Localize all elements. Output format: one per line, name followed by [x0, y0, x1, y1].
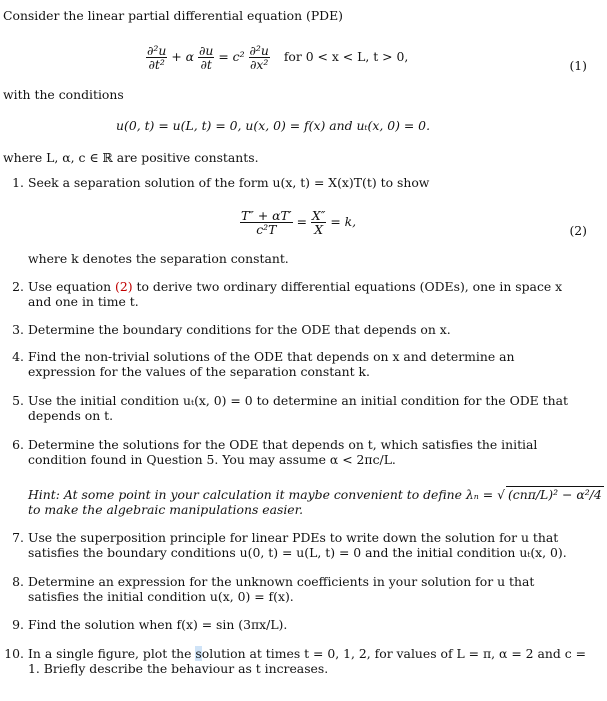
hint-suffix: to make the algebraic manipulations easier.: [28, 502, 304, 517]
question-number: 1.: [12, 175, 24, 190]
plus-alpha: + α: [171, 49, 195, 64]
question-6: [4, 437, 586, 467]
fraction-d2u-dx2: $\frac{\text{∂²u}}{\text{∂x²}}$: [249, 43, 269, 72]
text-selection-highlight[interactable]: s: [195, 646, 202, 661]
question-5: [4, 393, 586, 423]
fraction-d2u-dt2: $\frac{\text{∂²u}}{\text{∂t²}}$: [147, 43, 167, 72]
question-4: [4, 349, 586, 379]
question-text: Determine the solutions for the ODE that depends on t, which satisfies the initial condition found in Question 5. You may assume α < 2πc/L.: [28, 437, 538, 467]
question-text: In a single figure, plot the solution at times t = 0, 1, 2, for values of L = π, α = 2 and c = 1. Briefly describe the behaviour as t increases.: [28, 646, 586, 676]
hint-block: Hint: At some point in your calculation it maybe convenient to define λₙ = √ (cnπ/L)² − α²/4 to make the algebraic manipulations easier.: [28, 487, 602, 517]
question-number: 9.: [12, 617, 24, 632]
question-text: Find the non-trivial solutions of the ODE that depends on x and determine an expression for the values of the separation constant k.: [28, 349, 515, 379]
fraction-x-part: $\frac{X''}{X}$: [311, 208, 326, 237]
separation-equation: [240, 209, 356, 236]
equation-number-2: (2): [569, 223, 587, 238]
where-k-text: where k denotes the separation constant.: [28, 251, 289, 266]
question-3: [4, 322, 586, 337]
question-text: Use the superposition principle for linear PDEs to write down the solution for u that satisfies the boundary conditions u(0, t) = u(L, t) = 0 and the initial condition uₜ(x, 0).: [28, 530, 567, 560]
question-text: Determine an expression for the unknown coefficients in your solution for u that satisfies the initial condition u(x, 0) = f(x).: [28, 574, 535, 604]
intro-text: Consider the linear partial differential equation (PDE): [3, 8, 343, 23]
question-number: 6.: [12, 437, 24, 452]
question-number: 4.: [12, 349, 24, 364]
question-number: 10.: [4, 646, 24, 661]
equation-number-1: (1): [569, 58, 587, 73]
hint-sqrt-expression: (cnπ/L)² − α²/4: [507, 487, 602, 502]
question-text: Use equation (2) to derive two ordinary differential equations (ODEs), one in space x and one in time t.: [28, 279, 563, 309]
question-number: 3.: [12, 322, 24, 337]
question-text: Determine the boundary conditions for the ODE that depends on x.: [28, 322, 451, 337]
hint-prefix: Hint: At some point in your calculation it maybe convenient to define λₙ =: [28, 487, 494, 502]
question-number: 8.: [12, 574, 24, 589]
question-1: [4, 175, 586, 190]
fraction-t-part: $\frac{T'' + \alpha T'}{\text{c²T}}$: [241, 208, 292, 237]
question-text: Find the solution when f(x) = sin (3πx/L).: [28, 617, 288, 632]
where-constants-text: where L, α, c ∈ ℝ are positive constants.: [3, 150, 259, 165]
equals-k: = k,: [330, 214, 357, 229]
equals-c2: = c²: [218, 49, 245, 64]
question-text: Use the initial condition uₜ(x, 0) = 0 to determine an initial condition for the ODE that depends on t.: [28, 393, 568, 423]
question-2: [4, 279, 586, 309]
question-7: [4, 530, 586, 560]
pde-equation: [146, 44, 408, 71]
question-9: [4, 617, 586, 632]
fraction-du-dt: $\frac{\partial u}{\partial t}$: [198, 43, 214, 72]
pde-domain: for 0 < x < L, t > 0,: [283, 49, 409, 64]
question-10: [4, 646, 586, 676]
question-8: [4, 574, 586, 604]
conditions-equation: u(0, t) = u(L, t) = 0, u(x, 0) = f(x) and uₜ(x, 0) = 0.: [116, 118, 431, 133]
question-number: 2.: [12, 279, 24, 294]
equation-2-reference-link[interactable]: (2): [115, 279, 133, 294]
question-text: Seek a separation solution of the form u(x, t) = X(x)T(t) to show: [28, 175, 430, 190]
equals-sign: =: [296, 214, 307, 229]
with-conditions-text: with the conditions: [3, 87, 124, 102]
question-number: 5.: [12, 393, 24, 408]
question-number: 7.: [12, 530, 24, 545]
